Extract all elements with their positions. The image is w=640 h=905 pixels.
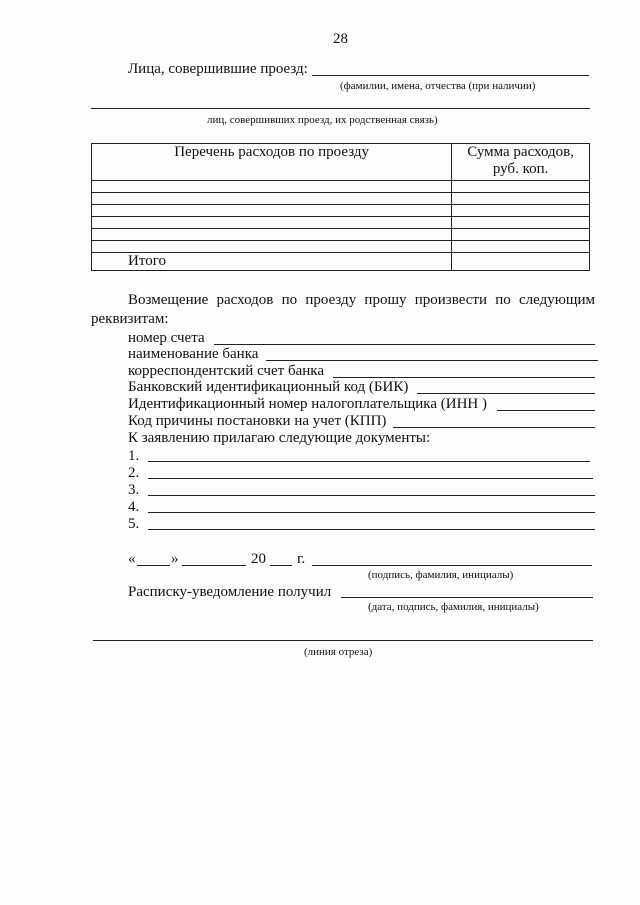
document-field[interactable] — [148, 529, 595, 530]
kpp-field[interactable] — [393, 427, 595, 428]
persons-caption: (фамилии, имена, отчества (при наличии) — [340, 80, 536, 92]
documents-intro: К заявлению прилагаю следующие документы: — [128, 430, 431, 446]
cut-line — [93, 640, 593, 641]
date-year-prefix: 20 — [251, 551, 266, 567]
table-header-expenses: Перечень расходов по проезду — [92, 144, 452, 181]
bik-field[interactable] — [417, 393, 595, 394]
table-row[interactable] — [92, 193, 590, 205]
date-month-field[interactable] — [182, 565, 246, 566]
document-number: 2. — [128, 465, 140, 481]
expenses-table — [91, 143, 590, 271]
document-field[interactable] — [148, 512, 595, 513]
table-total-label: Итого — [92, 253, 452, 271]
document-number: 1. — [128, 448, 140, 464]
bik-label: Банковский идентификационный код (БИК) — [128, 379, 409, 395]
table-header-row — [92, 144, 590, 181]
table-row[interactable] — [92, 205, 590, 217]
account-number-field[interactable] — [214, 344, 595, 345]
date-day-field[interactable] — [137, 565, 170, 566]
bank-name-label: наименование банка — [128, 346, 259, 362]
document-field[interactable] — [148, 478, 593, 479]
cut-line-caption: (линия отреза) — [304, 646, 373, 658]
date-year-field[interactable] — [270, 565, 292, 566]
date-quote-open: « — [128, 551, 136, 567]
document-number: 3. — [128, 482, 140, 498]
persons-input-line[interactable] — [312, 75, 589, 76]
document-field[interactable] — [148, 461, 590, 462]
receipt-field[interactable] — [341, 597, 593, 598]
bank-name-field[interactable] — [266, 360, 598, 361]
date-quote-close: » — [171, 551, 179, 567]
document-number: 5. — [128, 516, 140, 532]
table-row[interactable] — [92, 181, 590, 193]
document-number: 4. — [128, 499, 140, 515]
corr-account-field[interactable] — [333, 377, 595, 378]
table-row[interactable] — [92, 241, 590, 253]
reimbursement-text: Возмещение расходов по проезду прошу произвести по следующим — [128, 292, 595, 308]
document-field[interactable] — [148, 495, 595, 496]
table-row[interactable] — [92, 217, 590, 229]
corr-account-label: корреспондентский счет банка — [128, 363, 324, 379]
persons-input-line-2[interactable] — [91, 108, 590, 109]
persons-label: Лица, совершившие проезд: — [128, 61, 308, 77]
reimbursement-text-2: реквизитам: — [91, 311, 169, 327]
table-header-amount: Сумма расходов, руб. коп. — [452, 144, 590, 181]
date-year-suffix: г. — [297, 551, 306, 567]
receipt-caption: (дата, подпись, фамилия, инициалы) — [368, 601, 539, 613]
inn-field[interactable] — [497, 410, 595, 411]
table-total-amount[interactable] — [452, 253, 590, 271]
table-row[interactable] — [92, 229, 590, 241]
inn-label: Идентификационный номер налогоплательщика (ИНН ) — [128, 396, 487, 412]
account-number-label: номер счета — [128, 330, 205, 346]
page-number: 28 — [333, 31, 348, 47]
signature-caption: (подпись, фамилия, инициалы) — [368, 569, 514, 581]
receipt-label: Расписку-уведомление получил — [128, 584, 332, 600]
persons-caption-2: лиц, совершивших проезд, их родственная связь) — [207, 114, 438, 126]
kpp-label: Код причины постановки на учет (КПП) — [128, 413, 387, 429]
signature-field[interactable] — [312, 565, 592, 566]
table-total-row — [92, 253, 590, 271]
